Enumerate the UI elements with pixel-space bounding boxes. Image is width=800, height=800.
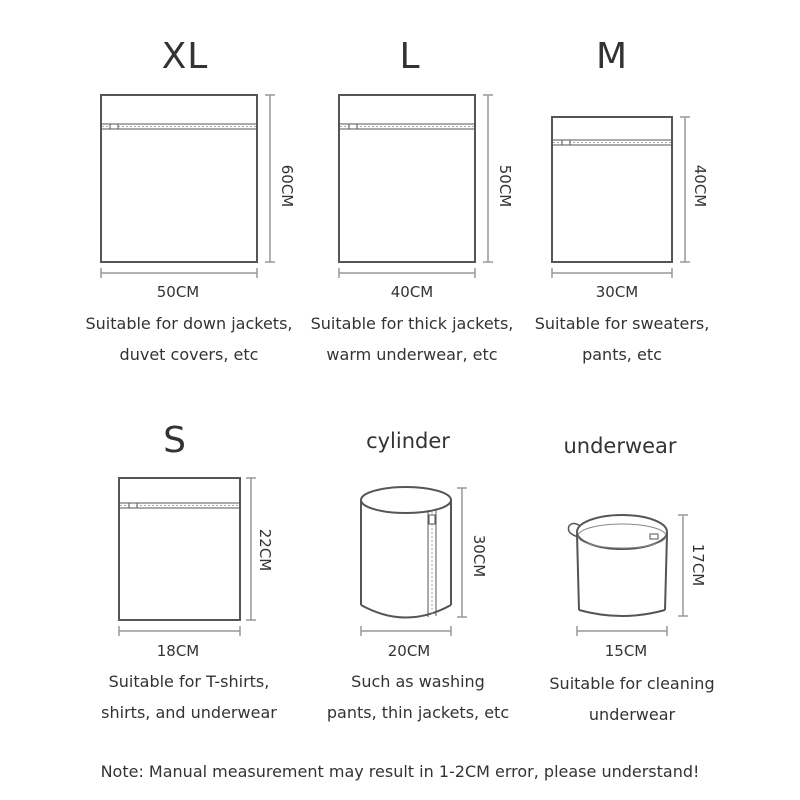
width-label-s: 18CM — [156, 642, 200, 660]
description-line: shirts, and underwear — [101, 703, 277, 722]
height-label-xl: 60CM — [278, 164, 296, 208]
description-line: underwear — [588, 705, 676, 724]
bag-m-outline — [552, 117, 672, 262]
height-label-m: 40CM — [691, 164, 709, 208]
description-line: Suitable for cleaning — [549, 674, 715, 693]
bag-l-outline — [339, 95, 475, 262]
size-title-xl: XL — [161, 36, 209, 77]
height-label-underwear: 17CM — [689, 543, 707, 587]
height-dimension-xl — [265, 95, 275, 262]
width-label-underwear: 15CM — [604, 642, 648, 660]
description-line: duvet covers, etc — [119, 345, 259, 364]
description-m — [535, 308, 710, 370]
height-dimension-s — [246, 478, 256, 620]
description-line: Suitable for sweaters, — [534, 314, 710, 333]
description-l — [311, 308, 514, 370]
height-dimension-m — [680, 117, 690, 262]
width-dimension-l — [339, 268, 475, 278]
description-line: pants, thin jackets, etc — [326, 703, 510, 722]
height-label-l: 50CM — [496, 164, 514, 208]
width-dimension-m — [552, 268, 672, 278]
width-label-l: 40CM — [390, 283, 434, 301]
width-label-xl: 50CM — [156, 283, 200, 301]
width-dimension-underwear — [577, 626, 667, 636]
zipper-pull-icon — [349, 124, 357, 129]
height-dimension-cylinder — [457, 488, 467, 617]
width-label-m: 30CM — [595, 283, 639, 301]
bag-s-outline — [119, 478, 240, 620]
description-line: Suitable for T-shirts, — [108, 672, 270, 691]
height-dimension-underwear — [678, 515, 688, 616]
height-label-s: 22CM — [256, 528, 274, 572]
zipper-pull-icon — [110, 124, 118, 129]
description-s — [101, 666, 277, 728]
description-cylinder — [327, 666, 509, 728]
height-dimension-l — [483, 95, 493, 262]
description-line: Suitable for thick jackets, — [310, 314, 514, 333]
description-xl — [86, 308, 293, 370]
size-title-underwear: underwear — [563, 434, 677, 458]
size-title-s: S — [163, 420, 187, 461]
description-line: warm underwear, etc — [326, 345, 498, 364]
size-title-cylinder: cylinder — [366, 429, 450, 453]
description-line: Such as washing — [351, 672, 485, 691]
bag-xl-outline — [101, 95, 257, 262]
size-title-l: L — [399, 36, 421, 77]
description-line: pants, etc — [582, 345, 662, 364]
bag-underwear-outline — [568, 515, 667, 616]
zipper-pull-icon — [562, 140, 570, 145]
zipper-pull-icon — [129, 503, 137, 508]
width-dimension-s — [119, 626, 240, 636]
bag-cylinder-outline — [361, 487, 451, 618]
zipper-pull-icon — [429, 515, 435, 524]
size-title-m: M — [595, 36, 629, 77]
width-dimension-cylinder — [361, 626, 451, 636]
zipper-pull-icon — [650, 534, 658, 539]
height-label-cylinder: 30CM — [470, 534, 488, 578]
description-underwear — [549, 668, 714, 730]
width-label-cylinder: 20CM — [387, 642, 431, 660]
measurement-note: Note: Manual measurement may result in 1-2CM error, please understand! — [100, 762, 700, 781]
width-dimension-xl — [101, 268, 257, 278]
description-line: Suitable for down jackets, — [85, 314, 293, 333]
